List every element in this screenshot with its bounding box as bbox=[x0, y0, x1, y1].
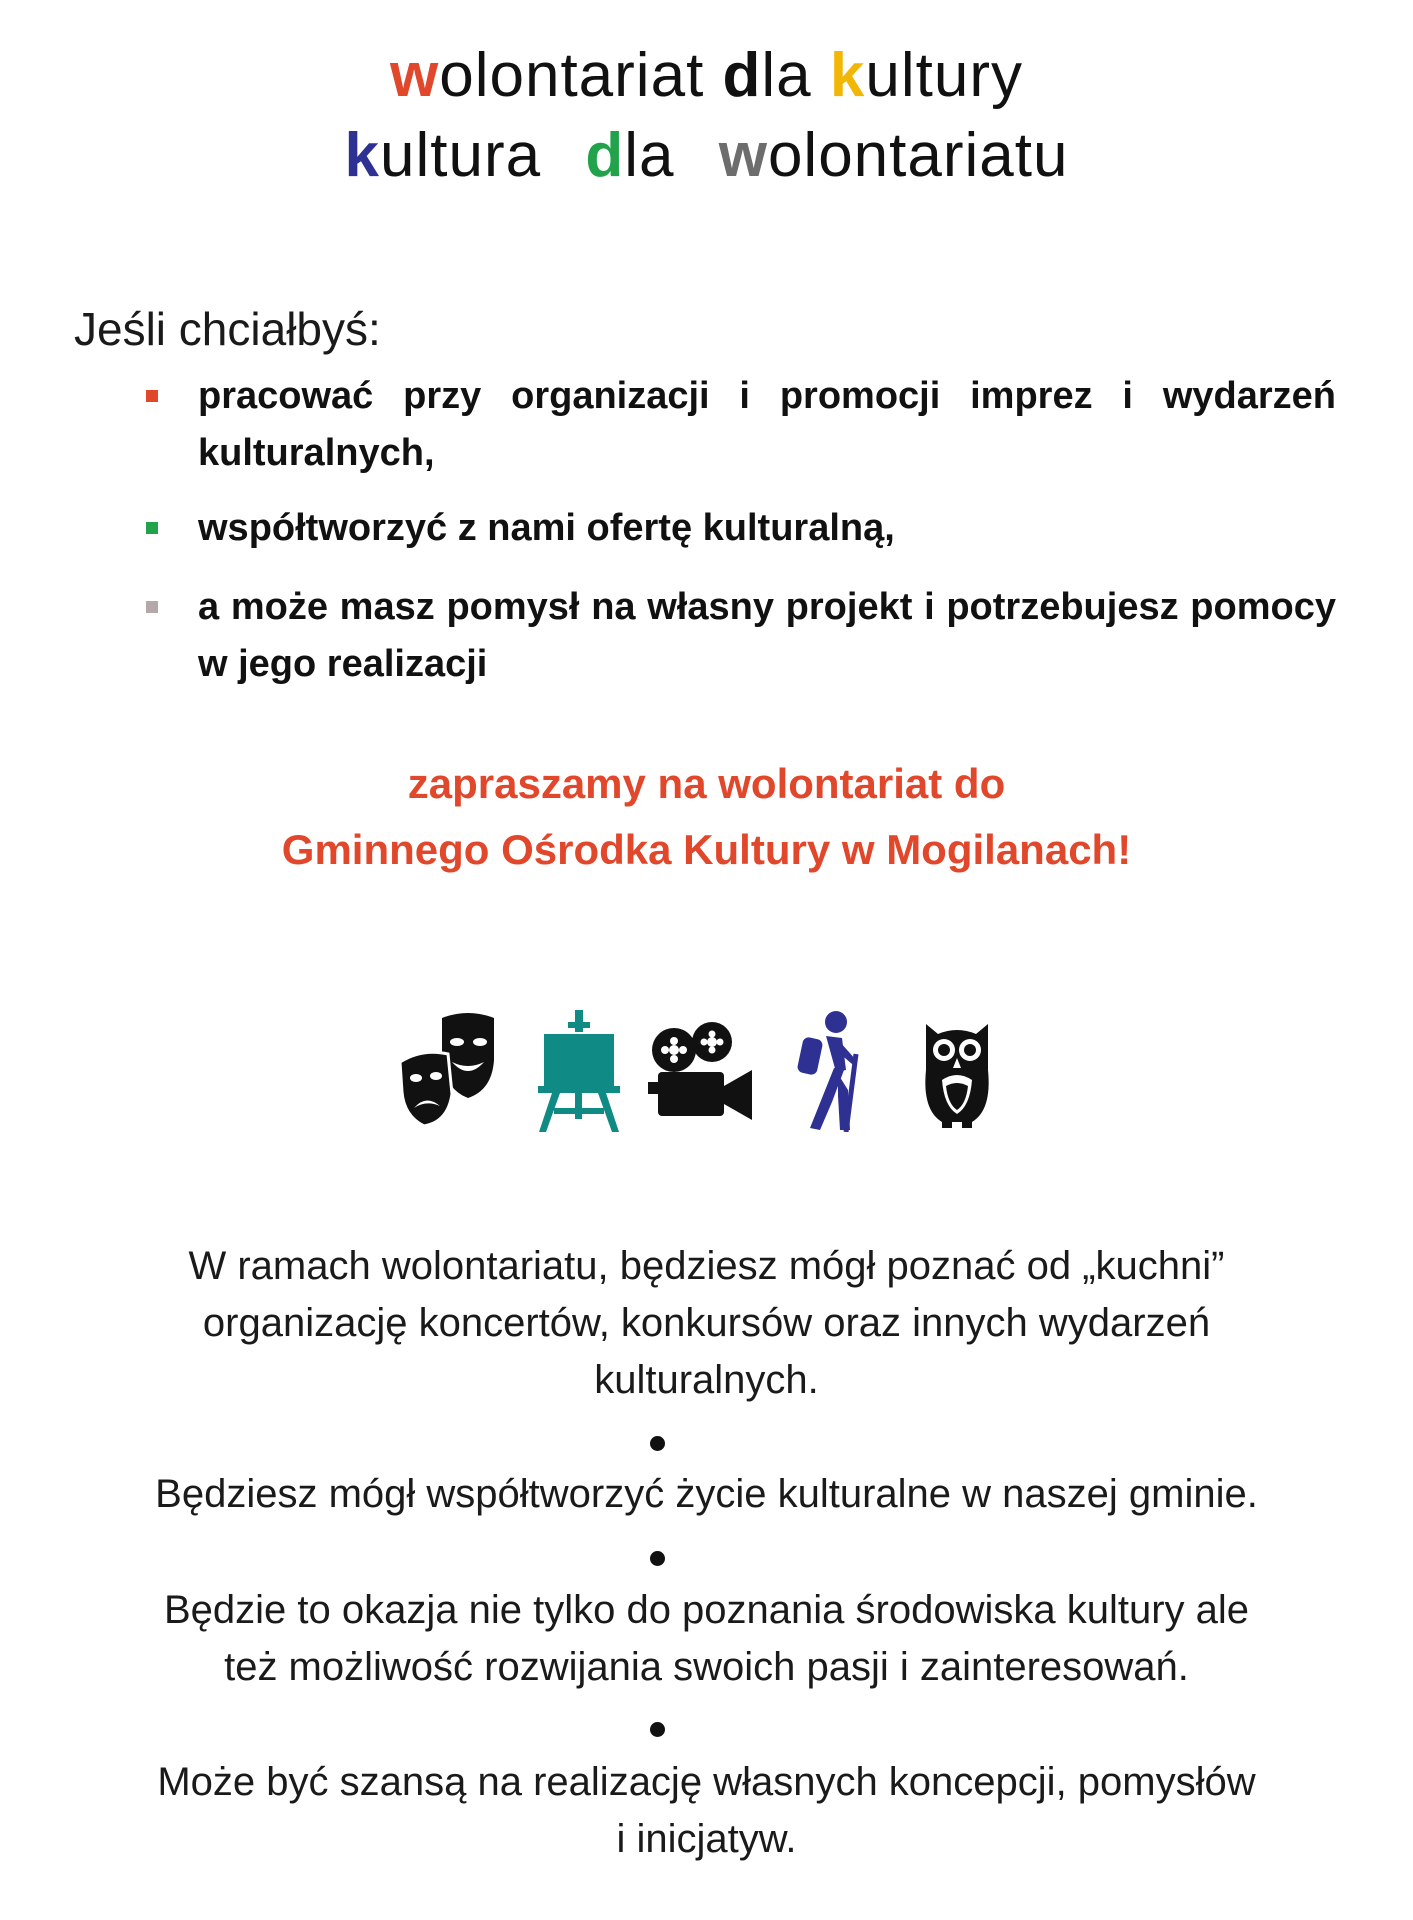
header-initial: d bbox=[722, 41, 762, 110]
icon-row bbox=[0, 1010, 1413, 1138]
bullet-list bbox=[146, 368, 1336, 711]
header-word-rest: olontariat bbox=[439, 41, 705, 110]
separator-dot-icon bbox=[650, 1551, 665, 1566]
bullet-item bbox=[146, 368, 1336, 482]
info-paragraph-3 bbox=[0, 1582, 1413, 1696]
info-line: Będzie to okazja nie tylko do poznania środowiska kultury ale bbox=[163, 1588, 1250, 1632]
square-bullet-icon bbox=[146, 522, 158, 534]
invitation-line-2: Gminnego Ośrodka Kultury w Mogilanach! bbox=[281, 826, 1132, 873]
header-initial: d bbox=[585, 121, 625, 190]
header-word-dla bbox=[723, 41, 812, 110]
header-initial: w bbox=[390, 41, 440, 110]
header-word-kultura bbox=[345, 121, 542, 190]
header-word-rest: ultury bbox=[865, 41, 1023, 110]
intro-text: Jeśli chciałbyś: bbox=[74, 303, 381, 355]
info-line: W ramach wolontariatu, będziesz mógł poznać od „kuchni” bbox=[188, 1244, 1225, 1288]
square-bullet-icon bbox=[146, 601, 158, 613]
separator-dot-icon bbox=[650, 1436, 665, 1451]
bullet-item bbox=[146, 500, 1336, 557]
header-word-dla bbox=[585, 121, 674, 190]
header-word-rest: la bbox=[761, 41, 812, 110]
owl-icon bbox=[922, 1010, 992, 1132]
info-line: i inicjatyw. bbox=[616, 1817, 797, 1861]
invitation-line-1: zapraszamy na wolontariat do bbox=[407, 760, 1006, 807]
bullet-text: pracować przy organizacji i promocji imprez i wydarzeń kulturalnych, bbox=[198, 375, 1336, 474]
info-line: Może być szansą na realizację własnych koncepcji, pomysłów bbox=[157, 1760, 1256, 1804]
info-line: Będziesz mógł współtworzyć życie kulturalne w naszej gminie. bbox=[155, 1472, 1258, 1516]
info-paragraph-4 bbox=[0, 1754, 1413, 1868]
header-line-2 bbox=[0, 120, 1413, 191]
film-camera-icon bbox=[648, 1010, 758, 1128]
header-word-wolontariatu bbox=[719, 121, 1069, 190]
square-bullet-icon bbox=[146, 390, 158, 402]
header-word-rest: ultura bbox=[380, 121, 542, 190]
header-word-kultury bbox=[830, 41, 1023, 110]
header-initial: w bbox=[718, 121, 768, 190]
header-word-rest: la bbox=[624, 121, 675, 190]
header-line-1 bbox=[0, 40, 1413, 111]
header-initial: k bbox=[344, 121, 380, 190]
header-initial: k bbox=[829, 41, 866, 110]
header-word-rest: olontariatu bbox=[767, 121, 1069, 190]
bullet-text: a może masz pomysł na własny projekt i potrzebujesz pomocy w jego realizacji bbox=[198, 586, 1336, 685]
header-word-wolontariat bbox=[390, 41, 704, 110]
info-line: też możliwość rozwijania swoich pasji i zainteresowań. bbox=[224, 1645, 1189, 1689]
separator-dot-icon bbox=[650, 1722, 665, 1737]
easel-icon bbox=[538, 1010, 620, 1132]
bullet-item bbox=[146, 579, 1336, 693]
hiker-icon bbox=[790, 1010, 872, 1132]
info-line: organizację koncertów, konkursów oraz innych wydarzeń bbox=[202, 1301, 1211, 1345]
bullet-text: współtworzyć z nami ofertę kulturalną, bbox=[198, 507, 895, 549]
info-line: kulturalnych. bbox=[594, 1358, 819, 1402]
theater-masks-icon bbox=[398, 1010, 508, 1128]
info-paragraph-1 bbox=[0, 1238, 1413, 1409]
info-paragraph-2 bbox=[0, 1466, 1413, 1523]
